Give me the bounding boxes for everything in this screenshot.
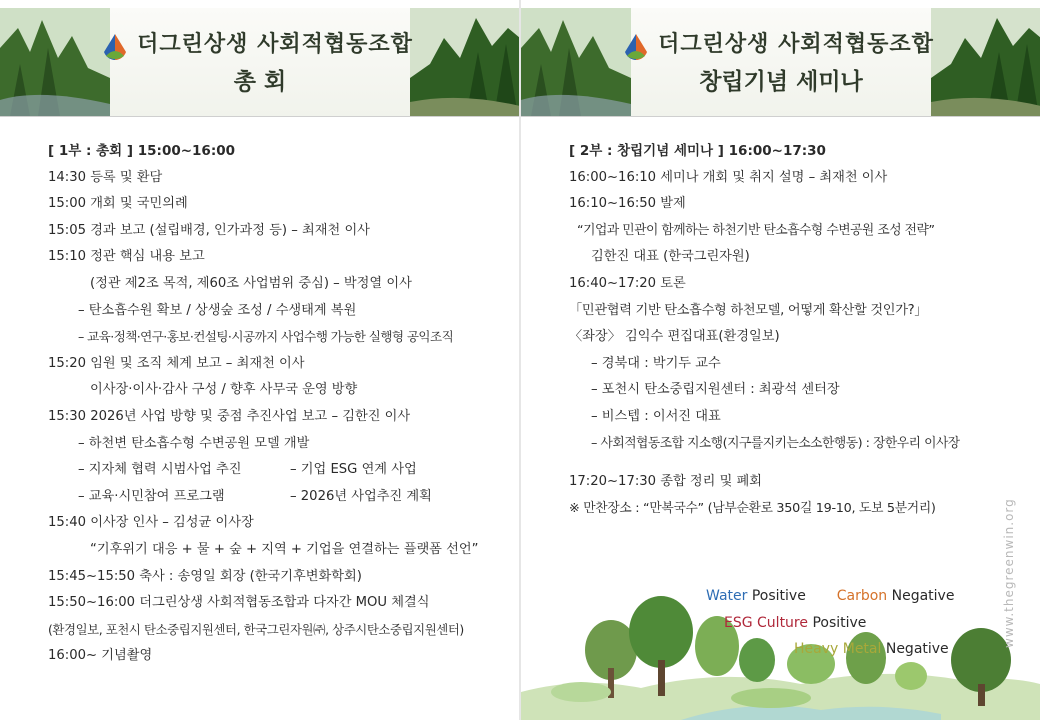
title-event: 총 회	[233, 69, 287, 95]
list-item	[48, 484, 508, 511]
logo-icon	[100, 32, 130, 62]
list-item: ※ 만찬장소 : “만복국수” (남부순환로 350길 19-10, 도보 5분거리)	[569, 500, 936, 516]
list-item: 16:10~16:50 발제	[569, 196, 686, 212]
banner	[521, 8, 1040, 117]
list-item: 15:00 개회 및 국민의례	[48, 196, 188, 212]
list-item: 16:00~16:10 세미나 개회 및 취지 설명 – 최재천 이사	[569, 169, 888, 185]
list-item: – 하천변 탄소흡수형 수변공원 모델 개발	[78, 435, 310, 451]
list-item: 이사장·이사·감사 구성 / 향후 사무국 운영 방향	[90, 382, 358, 398]
list-item: (환경일보, 포천시 탄소중립지원센터, 한국그린자원㈜, 상주시탄소중립지원센터)	[48, 621, 464, 637]
list-item: – 2026년 사업추진 계획	[290, 488, 432, 504]
tag-negative: Negative	[891, 588, 955, 604]
list-item: – 탄소흡수원 확보 / 상생숲 조성 / 수생태계 복원	[78, 302, 357, 318]
banner	[0, 8, 520, 117]
list-item: 16:40~17:20 토론	[569, 275, 686, 291]
list-item: 17:20~17:30 종합 정리 및 폐회	[569, 474, 762, 490]
forest-icon	[410, 8, 520, 116]
list-item: – 사회적협동조합 지소행(지구를지키는소소한행동) : 장한우리 이사장	[591, 435, 960, 451]
list-item: – 교육·시민참여 프로그램	[78, 488, 225, 504]
title-org: 더그린상생 사회적협동조합	[137, 32, 413, 57]
list-item: 김한진 대표 (한국그린자원)	[591, 249, 750, 265]
tag-positive: Positive	[812, 614, 867, 631]
list-item: – 기업 ESG 연계 사업	[290, 462, 417, 478]
list-item: – 교육·정책·연구·홍보·컨설팅·시공까지 사업수행 가능한 실행형 공익조직	[78, 329, 454, 345]
list-item	[48, 457, 508, 484]
list-item: – 포천시 탄소중립지원센터 : 최광석 센터장	[591, 382, 840, 398]
tag-esg: ESG Culture	[724, 614, 808, 631]
list-item: 15:10 정관 핵심 내용 보고	[48, 249, 205, 265]
tag-water: Water	[706, 588, 748, 604]
list-item: – 지자체 협력 시범사업 추진	[78, 462, 242, 478]
program-list	[569, 138, 1029, 522]
list-item: 15:05 경과 보고 (설립배경, 인가과정 등) – 최재천 이사	[48, 222, 370, 238]
section-header: [ 2부 : 창립기념 세미나 ] 16:00~17:30	[569, 143, 826, 159]
forest-icon	[931, 8, 1040, 116]
tag-heavy-metal: Heavy Metal	[794, 641, 882, 657]
title-org: 더그린상생 사회적협동조합	[658, 32, 934, 57]
tag-positive: Positive	[751, 588, 806, 604]
list-item: “기후위기 대응 + 물 + 숲 + 지역 + 기업을 연결하는 플랫폼 선언”	[90, 541, 479, 557]
list-item: 15:45~15:50 축사 : 송영일 회장 (한국기후변화학회)	[48, 568, 362, 584]
program-list	[48, 138, 508, 670]
website-text: www.thegreenwin.org	[1002, 498, 1016, 648]
list-item: 15:40 이사장 인사 – 김성균 이사장	[48, 515, 254, 531]
title-event: 창립기념 세미나	[699, 69, 863, 95]
list-item: – 비스텝 : 이서진 대표	[591, 408, 721, 424]
tag-negative: Negative	[885, 641, 949, 657]
list-item: 15:50~16:00 더그린상생 사회적협동조합과 다자간 MOU 체결식	[48, 595, 430, 611]
forest-icon	[521, 8, 631, 116]
list-item: 14:30 등록 및 환담	[48, 169, 163, 185]
forest-icon	[0, 8, 110, 116]
list-item: 「민관협력 기반 탄소흡수형 하천모델, 어떻게 확산할 것인가?」	[569, 302, 928, 318]
list-item: 15:30 2026년 사업 방향 및 중점 추진사업 보고 – 김한진 이사	[48, 408, 411, 424]
logo-icon	[621, 32, 651, 62]
list-item: 15:20 임원 및 조직 체계 보고 – 최재천 이사	[48, 355, 305, 371]
tag-carbon: Carbon	[836, 588, 888, 604]
list-item: “기업과 민관이 함께하는 하천기반 탄소흡수형 수변공원 조성 전략”	[577, 222, 935, 238]
list-item: 16:00~ 기념촬영	[48, 648, 153, 664]
website-text	[1000, 470, 1018, 650]
slogan-tags	[706, 583, 954, 663]
list-item: 〈좌장〉 김익수 편집대표(환경일보)	[569, 329, 780, 345]
list-item: – 경북대 : 박기두 교수	[591, 355, 721, 371]
list-item: (정관 제2조 목적, 제60조 사업범위 중심) – 박정열 이사	[90, 275, 412, 291]
section-header: [ 1부 : 총회 ] 15:00~16:00	[48, 143, 236, 159]
